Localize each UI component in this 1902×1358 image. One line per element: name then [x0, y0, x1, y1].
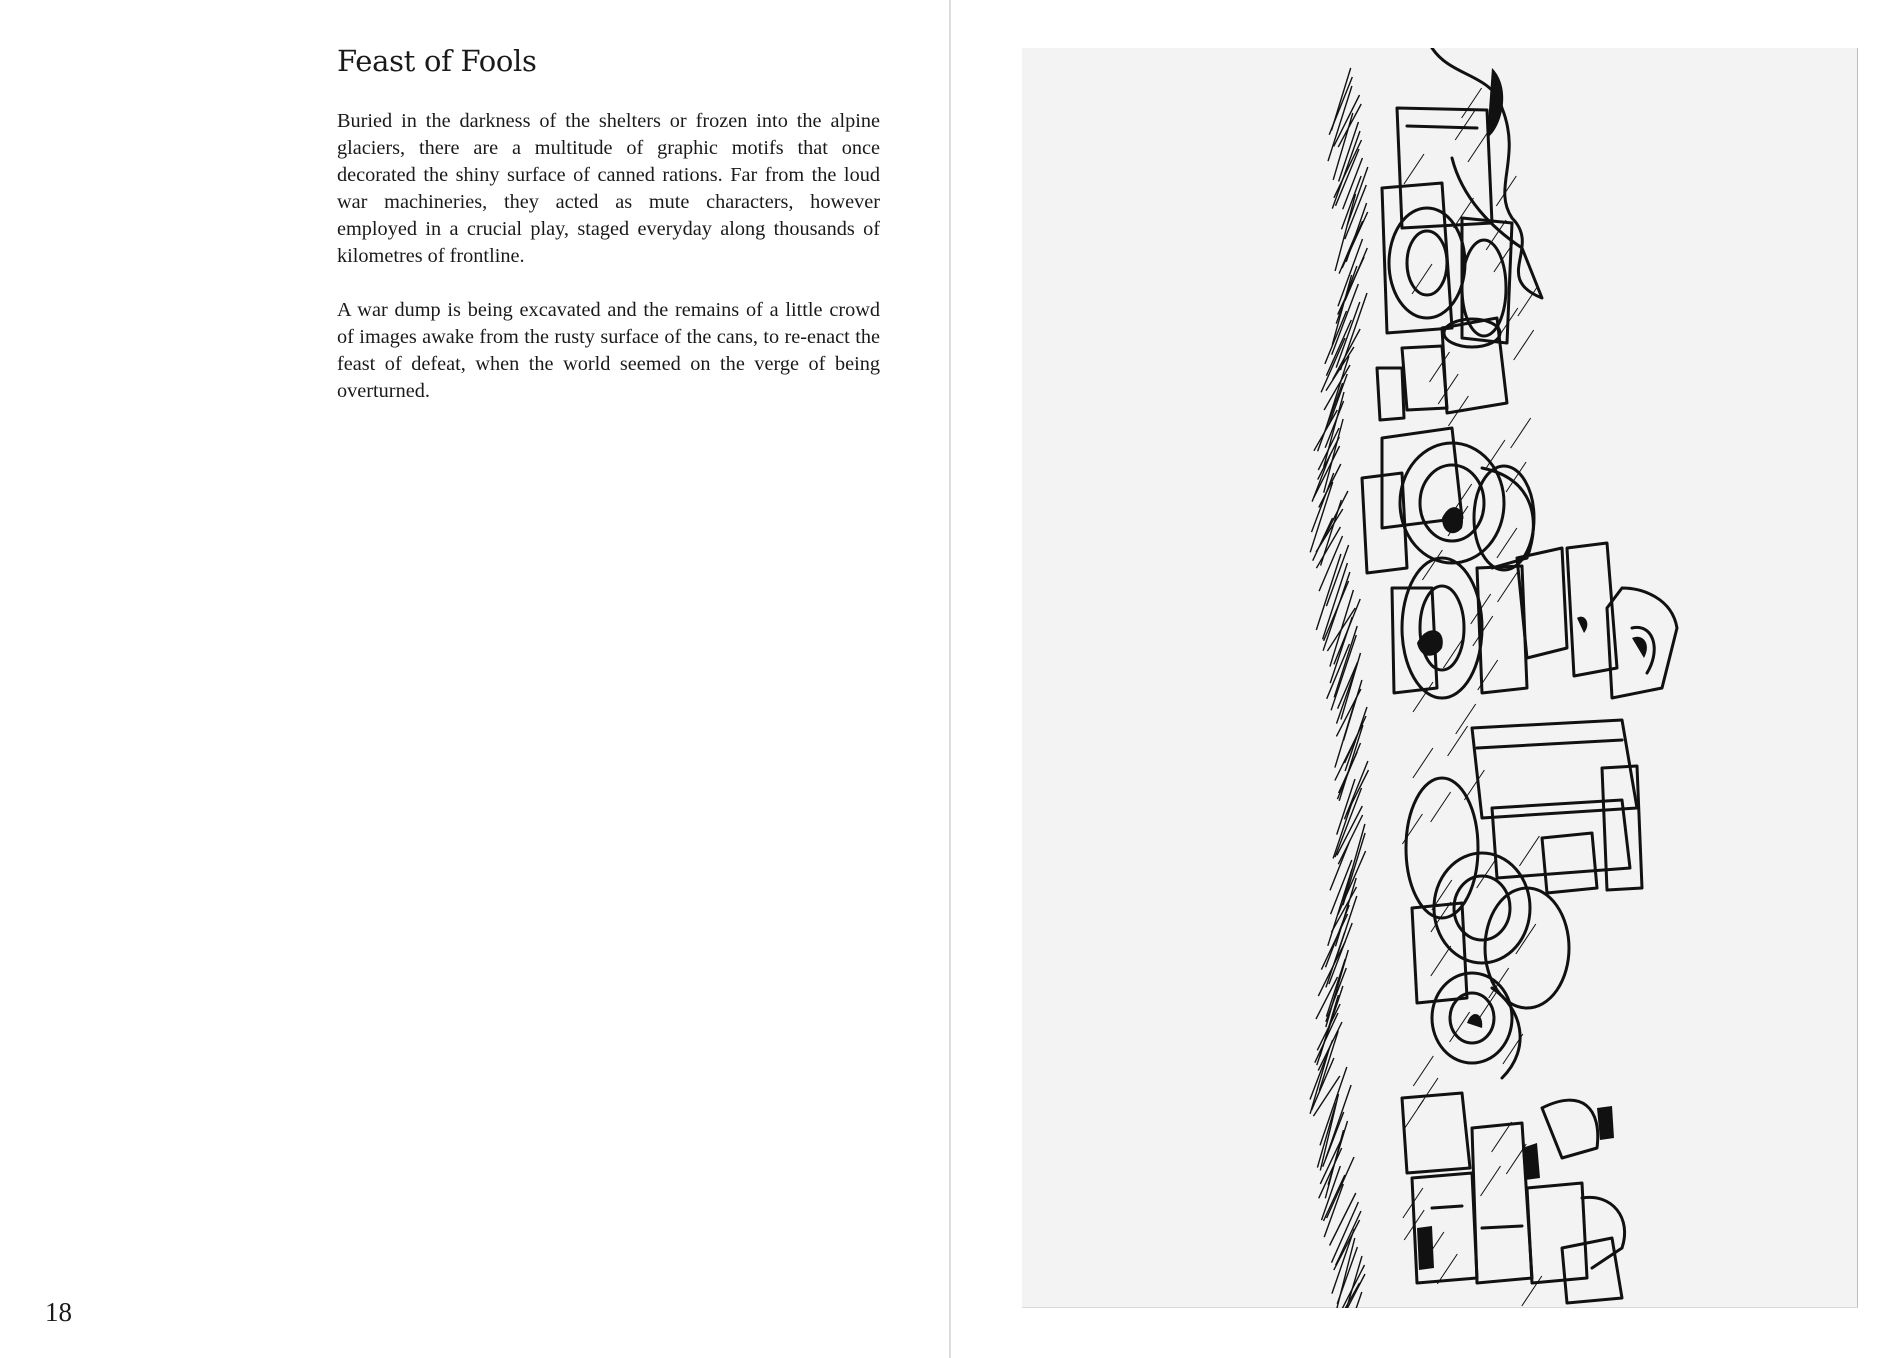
ink-sketch-illustration	[1022, 48, 1858, 1308]
paragraph-2: A war dump is being excavated and the remains of a little crowd of images awake from the rusty surface of the cans, to re-enact the feast of defeat, when the world seemed on the verge of being overturned.	[337, 299, 880, 402]
paragraph-1: Buried in the darkness of the shelters or frozen into the alpine glaciers, there are a multitude of graphic motifs that once decorated the shiny surface of canned rations. Far from the loud war machineries, they acted as mute characters, however employed in a crucial play, staged everyday along thousands of kilometres of frontline.	[337, 110, 880, 267]
page-number: 18	[45, 1297, 72, 1327]
right-page	[951, 0, 1902, 1358]
body-text	[337, 108, 880, 432]
left-page	[0, 0, 949, 1358]
chapter-title: Feast of Fools	[337, 44, 537, 78]
